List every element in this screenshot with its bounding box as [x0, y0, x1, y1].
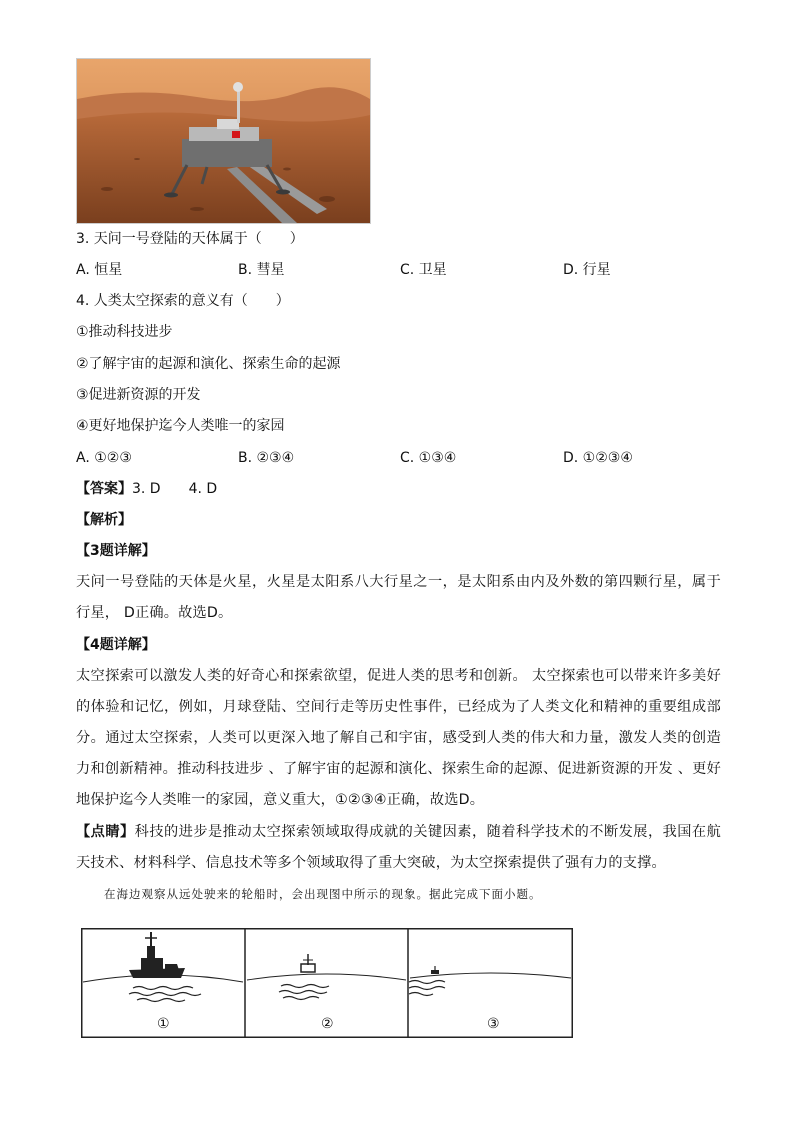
q3-option-a: A. 恒星	[76, 262, 123, 278]
q4-option-d: D. ①②③④	[563, 450, 633, 466]
q4-item-3: ③促进新资源的开发	[76, 387, 201, 403]
panel-3-drawing	[409, 966, 571, 996]
detail-3-text: 天问一号登陆的天体是火星，火星是太阳系八大行星之一，是太阳系由内及外数的第四颗行星，属于行星， D正确。故选D。	[76, 574, 721, 621]
q3-option-c: C. 卫星	[400, 262, 447, 278]
q3-option-b: B. 彗星	[238, 262, 285, 278]
question-4-stem: 4. 人类太空探索的意义有（ ）	[76, 293, 290, 309]
question-3-stem: 3. 天问一号登陆的天体属于（ ）	[76, 231, 304, 247]
panel-2-label: ②	[321, 1016, 334, 1032]
comment-paragraph	[76, 817, 721, 879]
answer-line	[76, 479, 217, 499]
q3-option-d: D. 行星	[563, 262, 611, 278]
answer-label: 【答案】	[76, 481, 132, 497]
panel-2-drawing	[247, 954, 406, 1000]
mars-lander-illustration	[77, 59, 370, 223]
ship-horizon-figure	[81, 928, 573, 1038]
mars-lander-photo	[76, 58, 371, 224]
q4-item-1: ①推动科技进步	[76, 324, 173, 340]
q4-option-a: A. ①②③	[76, 450, 132, 466]
comment-label: 【点睛】	[76, 824, 135, 840]
analysis-label: 【解析】	[76, 512, 132, 528]
q4-item-2: ②了解宇宙的起源和演化、探索生命的起源	[76, 356, 341, 372]
figure-caption: 在海边观察从远处驶来的轮船时，会出现图中所示的现象。据此完成下面小题。	[104, 887, 542, 901]
q4-item-4: ④更好地保护迄今人类唯一的家园	[76, 418, 285, 434]
detail-4-label: 【4题详解】	[76, 637, 156, 653]
detail-4-text: 太空探索可以激发人类的好奇心和探索欲望，促进人类的思考和创新。 太空探索也可以带来许多美好的体验和记忆，例如，月球登陆、空间行走等历史性事件，已经成为了人类文化和精神的重要组成部分。通过太空探索，人类可以更深入地了解自己和宇宙，感受到人类的伟大和力量，激发人类的创造力和创新精神。推动科技进步 、了解宇宙的起源和演化、探索生命的起源、促进新资源的开发 、更好地保护迄今人类唯一的家园，意义重大，①②③④正确，故选D。	[76, 668, 721, 808]
panel-1-label: ①	[157, 1016, 170, 1032]
comment-text: 科技的进步是推动太空探索领域取得成就的关键因素，随着科学技术的不断发展，我国在航天技术、材料科学、信息技术等多个领域取得了重大突破，为太空探索提供了强有力的支撑。	[76, 824, 721, 871]
answer-text: 3. D 4. D	[132, 481, 218, 497]
q4-option-c: C. ①③④	[400, 450, 457, 466]
detail-3-label: 【3题详解】	[76, 543, 156, 559]
panel-3-label: ③	[487, 1016, 500, 1032]
panel-1-drawing	[83, 932, 243, 1002]
q4-option-b: B. ②③④	[238, 450, 295, 466]
